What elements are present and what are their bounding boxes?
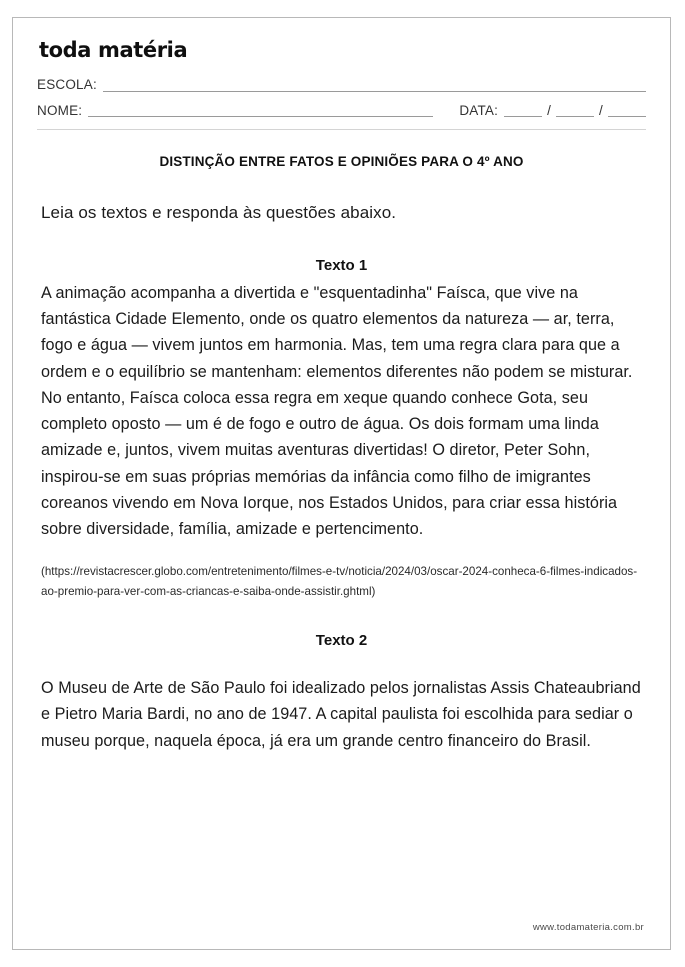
nome-input-line[interactable] xyxy=(88,105,433,117)
page-header xyxy=(13,18,670,130)
texto-2-body: O Museu de Arte de São Paulo foi idealizado pelos jornalistas Assis Chateaubriand e Pietro Maria Bardi, no ano de 1947. A capital paulista foi escolhida para sediar o museu porque, naquela época, já era um grande centro financeiro do Brasil. xyxy=(41,679,641,750)
worksheet-content xyxy=(13,130,670,754)
escola-label: ESCOLA: xyxy=(37,77,97,92)
page-title: DISTINÇÃO ENTRE FATOS E OPINIÕES PARA O 4º ANO xyxy=(159,154,524,169)
data-year-line[interactable] xyxy=(608,105,646,117)
instruction-text: Leia os textos e responda às questões abaixo. xyxy=(41,203,397,222)
worksheet-page xyxy=(12,17,671,950)
texto-1-body: A animação acompanha a divertida e "esquentadinha" Faísca, que vive na fantástica Cidade Elemento, onde os quatro elementos da natureza — ar, terra, fogo e água — vivem juntos em harmonia. Mas, tem uma regra clara para que a ordem e o equilíbrio se mantenham: elementos diferentes não podem se misturar. No entanto, Faísca coloca essa regra em xeque quando conhece Gota, seu completo oposto — um é de fogo e outro de água. Os dois formam uma linda amizade e, juntos, vivem muitas aventuras divertidas! O diretor, Peter Sohn, inspirou-se em suas próprias memórias da infância como filho de imigrantes coreanos vivendo em Nova Iorque, nos Estados Unidos, para criar essa história sobre diversidade, família, amizade e pertencimento. xyxy=(41,284,633,539)
date-separator-1: / xyxy=(547,102,552,118)
footer-url: www.todamateria.com.br xyxy=(532,922,644,933)
texto-1-heading: Texto 1 xyxy=(315,257,368,274)
nome-label: NOME: xyxy=(37,102,83,118)
brand-logo: toda matéria xyxy=(39,38,188,62)
date-separator-2: / xyxy=(599,102,603,118)
data-label: DATA: xyxy=(459,102,499,118)
texto-2-heading: Texto 2 xyxy=(315,632,368,650)
nome-data-field-row xyxy=(37,104,646,118)
escola-input-line[interactable] xyxy=(103,80,646,92)
data-month-line[interactable] xyxy=(556,105,594,117)
data-day-line[interactable] xyxy=(504,105,542,117)
texto-1-source: (https://revistacrescer.globo.com/entretenimento/filmes-e-tv/noticia/2024/03/oscar-2024-conheca-6-filmes-indicados-ao-premio-para-ver-com-as-criancas-e-saiba-onde-assistir.ghtml) xyxy=(41,565,638,599)
escola-field-row xyxy=(37,78,646,92)
